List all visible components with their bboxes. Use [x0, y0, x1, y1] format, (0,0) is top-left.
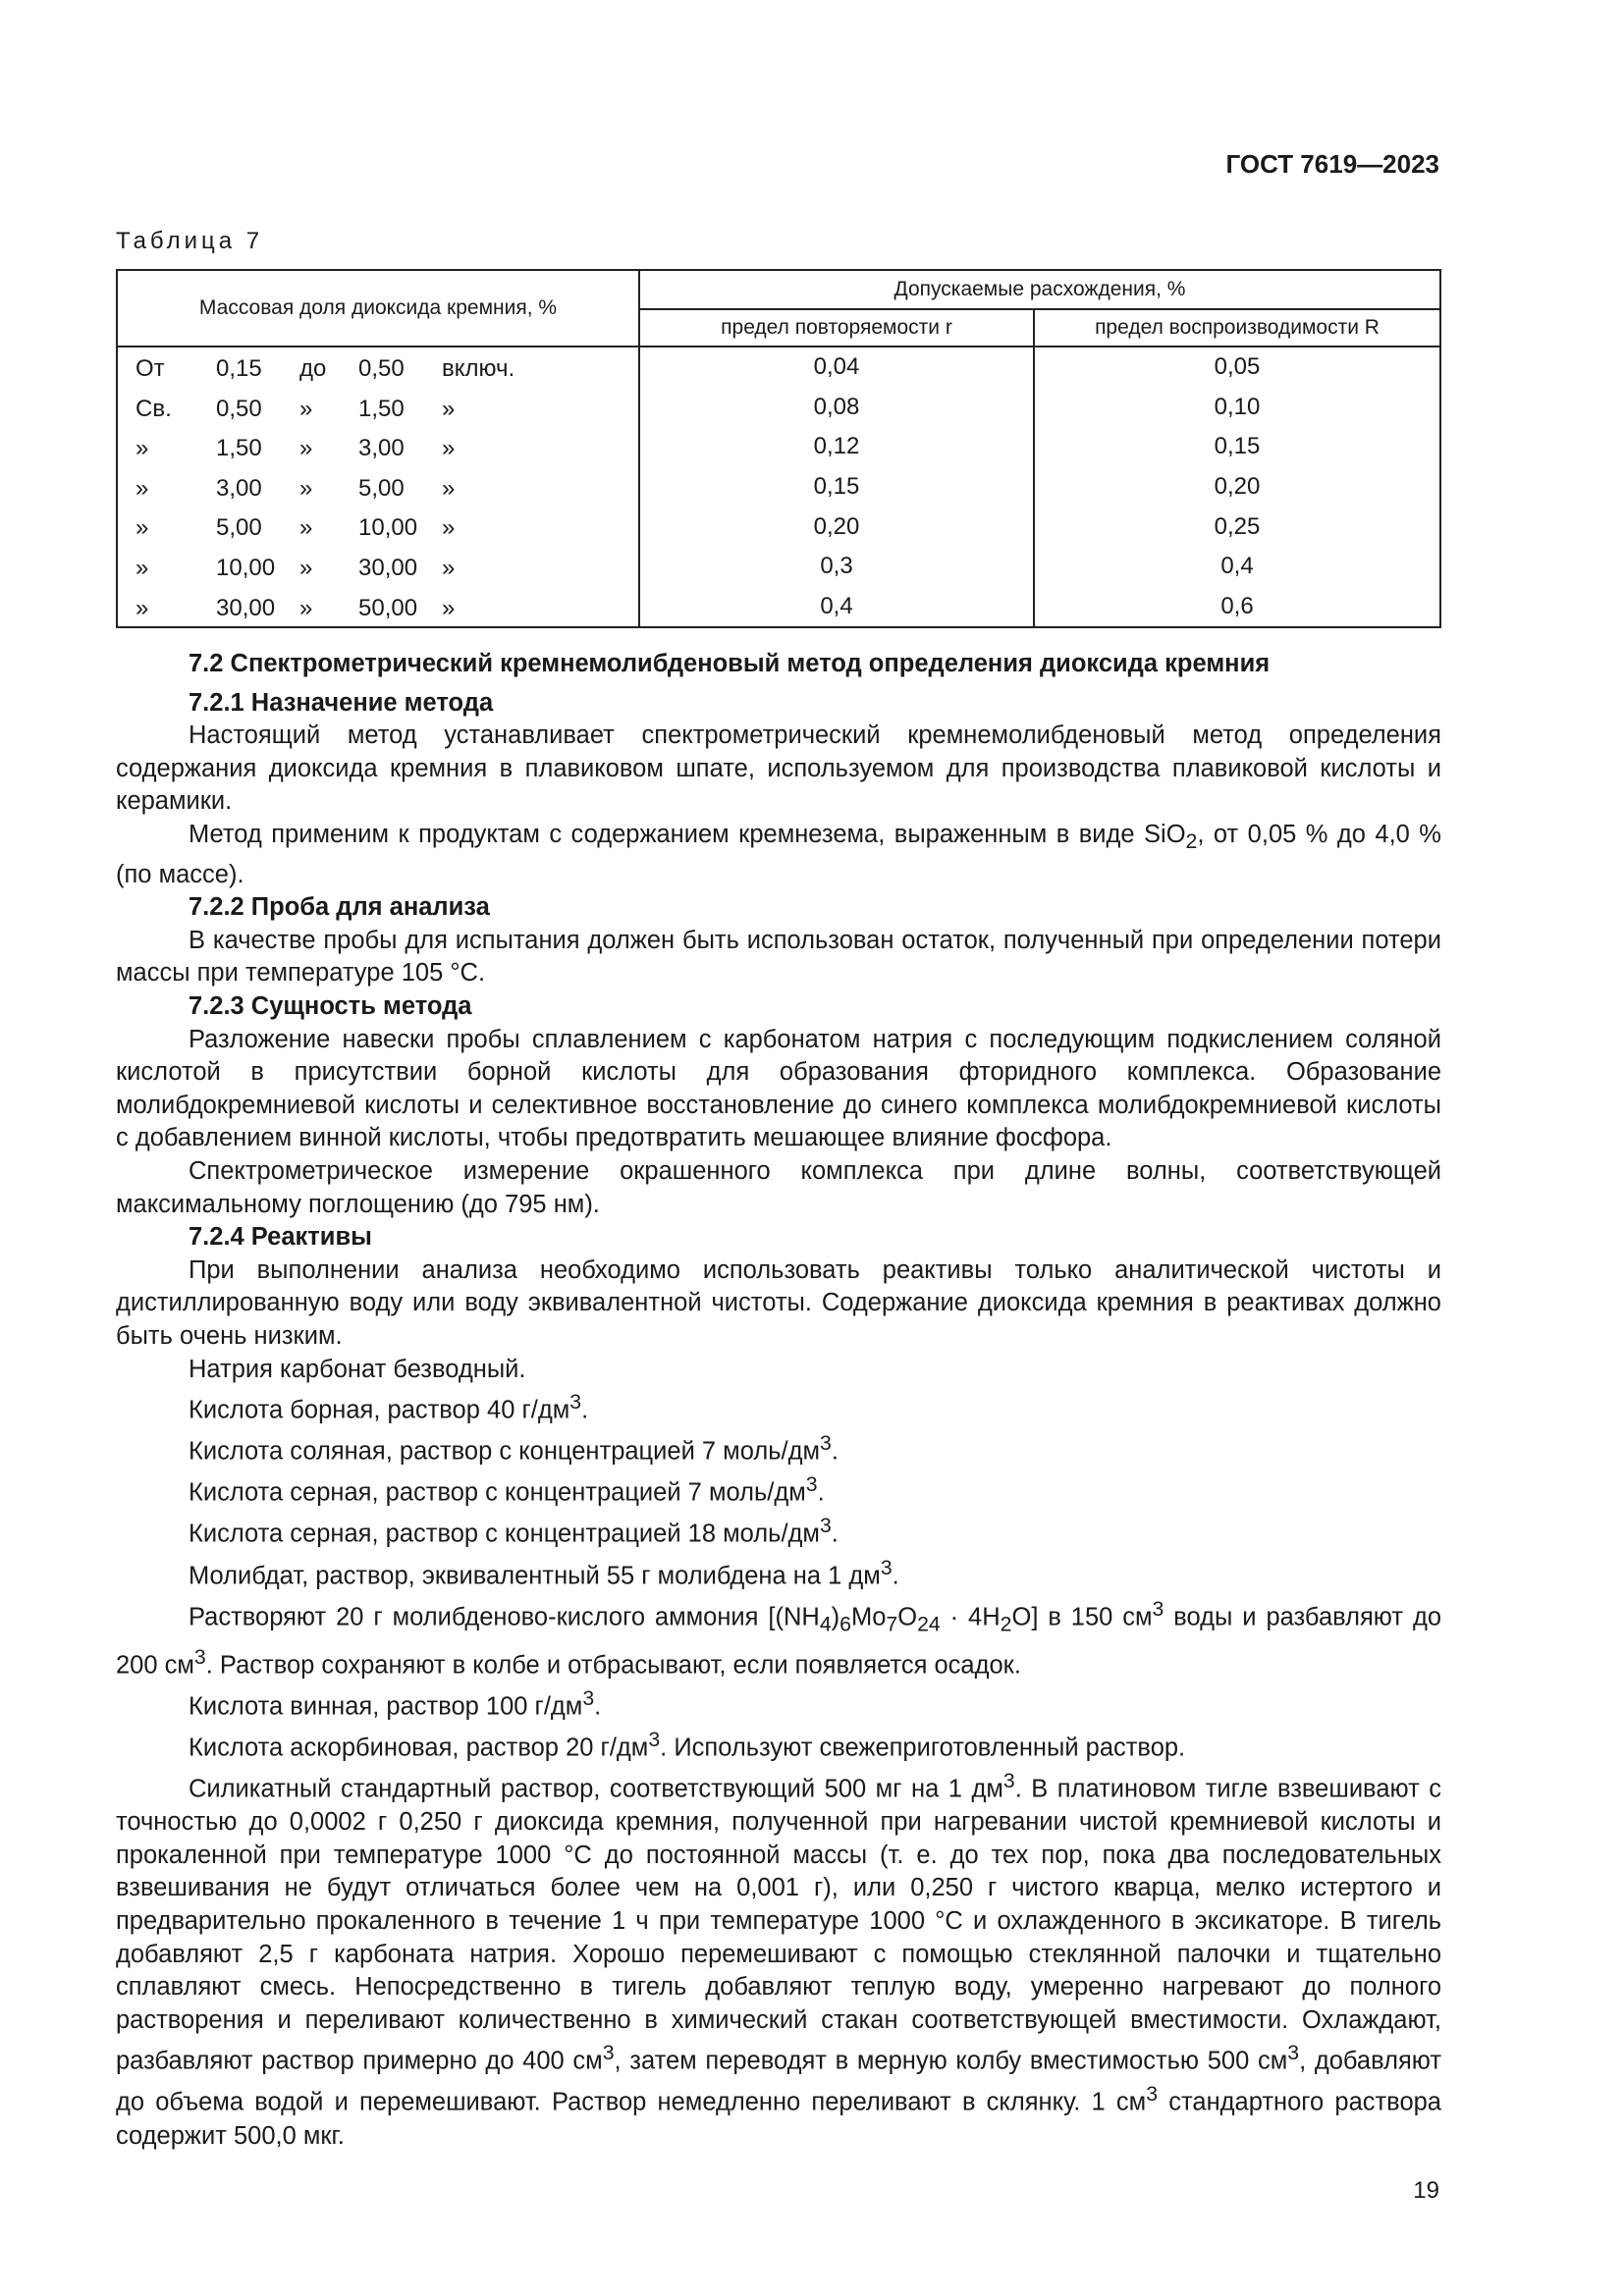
- range-mid: »: [299, 514, 313, 542]
- range-to: 0,50: [358, 355, 405, 382]
- range-cell: [117, 467, 639, 507]
- range-from: 0,15: [216, 355, 262, 382]
- table-row: [117, 587, 1440, 628]
- range-mid: »: [299, 474, 313, 502]
- repeatability-value: 0,04: [639, 347, 1034, 388]
- reagent-item: Кислота борная, раствор 40 $г/дм^3$.: [189, 1390, 589, 1424]
- header-allowed-discrepancies: Допускаемые расхождения, %: [639, 270, 1440, 309]
- paragraph: При выполнении анализа необходимо использовать реактивы только аналитической чистоты и дистиллированную воду или воду эквивалентной чистоты. Содержание диоксида кремния в реактивах должно быть очень низким.: [116, 1255, 1441, 1350]
- repeatability-value: 0,15: [639, 467, 1034, 507]
- range-mid: до: [299, 355, 327, 382]
- range-from: 5,00: [216, 514, 262, 542]
- reproducibility-value: 0,4: [1034, 547, 1440, 587]
- table-row: [117, 427, 1440, 467]
- range-to: 30,00: [358, 554, 418, 581]
- range-suffix: »: [442, 514, 456, 542]
- header-repeatability: предел повторяемости r: [639, 309, 1034, 347]
- heading-7-2: 7.2 Спектрометрический кремнемолибденовый метод определения диоксида кремния: [189, 650, 1271, 677]
- reproducibility-value: 0,6: [1034, 587, 1440, 628]
- reproducibility-value: 0,05: [1034, 347, 1440, 388]
- range-prefix: Св.: [135, 395, 172, 422]
- range-from: 1,50: [216, 435, 262, 462]
- table-caption: Таблица 7: [116, 228, 264, 254]
- reagent-item: Кислота аскорбиновая, раствор 20 $г/дм^3$. Используют свежеприготовленный раствор.: [189, 1728, 1186, 1762]
- range-suffix: »: [442, 594, 456, 621]
- range-mid: »: [299, 594, 313, 621]
- header-mass-fraction: Массовая доля диоксида кремния, %: [117, 270, 639, 347]
- range-cell: [117, 507, 639, 547]
- range-cell: [117, 587, 639, 628]
- range-suffix: »: [442, 435, 456, 462]
- reagent-item: Кислота серная, раствор с концентрацией 7 моль/$дм^3$.: [189, 1472, 825, 1507]
- range-from: 0,50: [216, 395, 262, 422]
- table-row: [117, 388, 1440, 428]
- heading-7-2-1: 7.2.1 Назначение метода: [189, 688, 494, 717]
- heading-7-2-4: 7.2.4 Реактивы: [189, 1223, 372, 1252]
- reagent-item: Кислота винная, раствор 100 $г/дм^3$.: [189, 1685, 602, 1721]
- paragraph: Настоящий метод устанавливает спектрометрический кремнемолибденовый метод определения содержания диоксида кремния в плавиковом шпате, используемом для производства плавиковой кислоты и керамики.: [116, 721, 1441, 816]
- range-suffix: »: [442, 474, 456, 502]
- heading-7-2-3: 7.2.3 Сущность метода: [189, 992, 472, 1021]
- reagent-preparation: Растворяют 20 г молибденово-кислого аммония $[(NH_4)_6Mo_7O_{24} \cdot 4H_2O]$ в 150 $см^3$ воды и разбавляют до 200 $см^3$. Раствор сохраняют в колбе и отбрасывают, если появляется осадок.: [116, 1596, 1442, 1680]
- range-from: 10,00: [216, 554, 276, 581]
- paragraph: В качестве пробы для испытания должен быть использован остаток, полученный при определении потери массы при температуре 105 °C.: [116, 926, 1441, 988]
- paragraph: Разложение навески пробы сплавлением с карбонатом натрия с последующим подкислением соляной кислотой в присутствии борной кислоты для образования фторидного комплекса. Образование молибдокремниевой кислоты и селективное восстановление до синего комплекса молибдокремниевой кислоты с добавлением винной кислоты, чтобы предотвратить мешающее влияние фосфора.: [116, 1025, 1441, 1152]
- range-to: 3,00: [358, 435, 405, 462]
- range-cell: [117, 427, 639, 467]
- standard-number: ГОСТ 7619—2023: [1225, 149, 1439, 179]
- range-to: 5,00: [358, 474, 405, 502]
- reproducibility-value: 0,25: [1034, 507, 1440, 547]
- reagent-item: Кислота серная, раствор с концентрацией 18 моль/$дм^3$.: [189, 1514, 839, 1548]
- reagent-item: Молибдат, раствор, эквивалентный 55 г молибдена на 1 $дм^3$.: [189, 1555, 899, 1590]
- page-number: 19: [1413, 2177, 1439, 2204]
- table-row: [117, 507, 1440, 547]
- repeatability-value: 0,12: [639, 427, 1034, 467]
- heading-7-2-2: 7.2.2 Проба для анализа: [189, 893, 490, 922]
- range-suffix: »: [442, 554, 456, 581]
- range-cell: [117, 347, 639, 388]
- range-prefix: »: [135, 554, 149, 581]
- table-row: [117, 347, 1440, 388]
- range-cell: [117, 388, 639, 428]
- range-suffix: включ.: [442, 355, 515, 382]
- range-mid: »: [299, 395, 313, 422]
- paragraph: Спектрометрическое измерение окрашенного комплекса при длине волны, соответствующей максимальному поглощению (до 795 нм).: [116, 1157, 1441, 1218]
- reproducibility-value: 0,20: [1034, 467, 1440, 507]
- table-7: [116, 269, 1441, 628]
- range-prefix: »: [135, 435, 149, 462]
- range-from: 30,00: [216, 594, 276, 621]
- range-from: 3,00: [216, 474, 262, 502]
- range-mid: »: [299, 554, 313, 581]
- reagent-item: Натрия карбонат безводный.: [189, 1355, 526, 1383]
- repeatability-value: 0,4: [639, 587, 1034, 628]
- range-prefix: »: [135, 474, 149, 502]
- section-7-2: [116, 648, 1441, 2153]
- standard-solution: Силикатный стандартный раствор, соответствующий 500 мг на 1 $дм^3$. В платиновом тигле взвешивают с точностью до 0,0002 г 0,250 г диоксида кремния, полученной при нагревании чистой кремниевой кислоты и прокаленной при температуре 1000 °C до постоянной массы (т. е. до тех пор, пока два последовательных взвешивания не будут отличаться более чем на 0,001 г), или 0,250 г чистого кварца, мелко истертого и предварительно прокаленного в течение 1 ч при температуре 1000 °C и охлажденного в эксикаторе. В тигель добавляют 2,5 г карбоната натрия. Хорошо перемешивают с помощью стеклянной палочки и тщательно сплавляют смесь. Непосредственно в тигель добавляют теплую воду, умеренно нагревают до полного растворения и переливают количественно в химический стакан соответствующей вместимости. Охлаждают, разбавляют раствор примерно до 400 $см^3$, затем переводят в мерную колбу вместимостью 500 $см^3$, добавляют до объема водой и перемешивают. Раствор немедленно переливают в склянку. 1 $см^3$ стандартного раствора содержит 500,0 мкг.: [116, 1769, 1442, 2150]
- range-mid: »: [299, 435, 313, 462]
- range-prefix: »: [135, 514, 149, 542]
- reagent-item: Кислота соляная, раствор с концентрацией 7 моль/$дм^3$.: [189, 1431, 839, 1466]
- table-row: [117, 547, 1440, 587]
- range-to: 1,50: [358, 395, 405, 422]
- table-row: [117, 467, 1440, 507]
- range-to: 10,00: [358, 514, 418, 542]
- repeatability-value: 0,20: [639, 507, 1034, 547]
- repeatability-value: 0,08: [639, 388, 1034, 428]
- paragraph: Метод применим к продуктам с содержанием кремнезема, выраженным в виде SiO$_2$, от 0,05 % до 4,0 % (по массе).: [116, 820, 1441, 888]
- range-prefix: »: [135, 594, 149, 621]
- repeatability-value: 0,3: [639, 547, 1034, 587]
- range-cell: [117, 547, 639, 587]
- range-suffix: »: [442, 395, 456, 422]
- reproducibility-value: 0,10: [1034, 388, 1440, 428]
- reproducibility-value: 0,15: [1034, 427, 1440, 467]
- range-to: 50,00: [358, 594, 418, 621]
- range-prefix: От: [135, 355, 165, 382]
- header-reproducibility: предел воспроизводимости R: [1034, 309, 1440, 347]
